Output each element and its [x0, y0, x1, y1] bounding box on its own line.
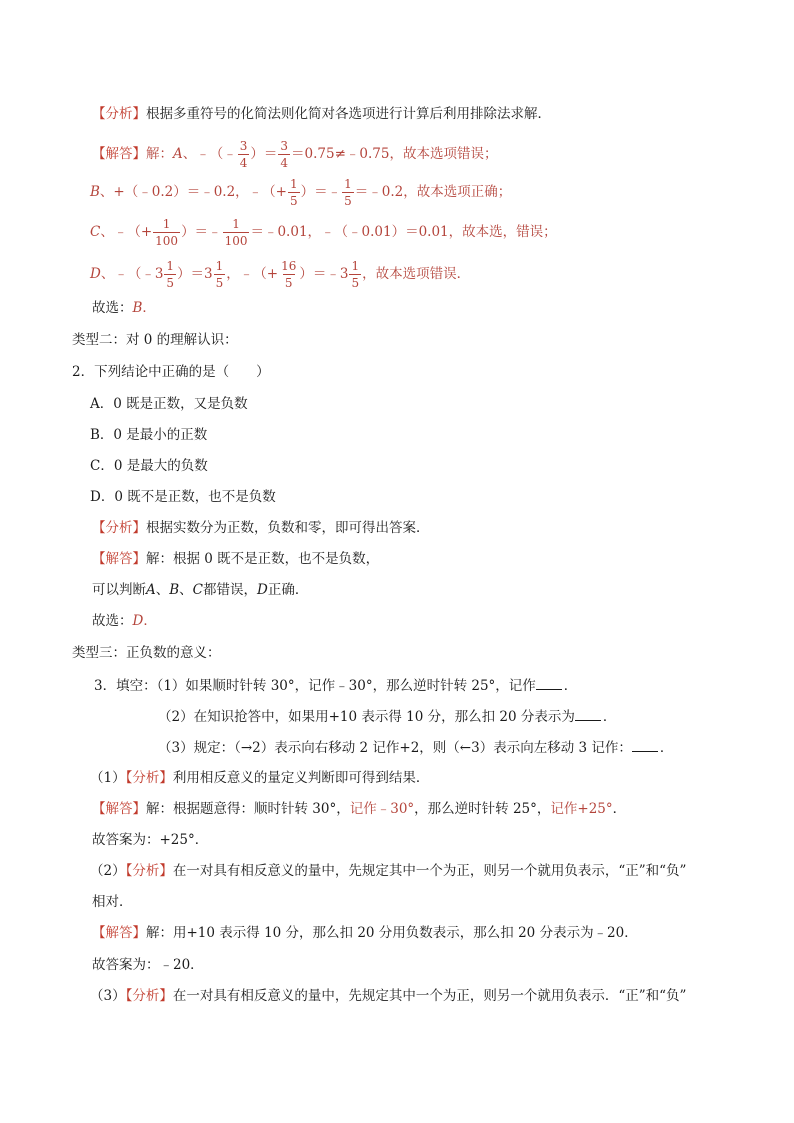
q1-answer-d: [90, 254, 470, 294]
answer-text: 解：根据题意得：顺时针转 30°，: [146, 801, 350, 817]
stem-end: ．: [602, 709, 617, 725]
choice-end: ．: [142, 300, 156, 316]
answer-text: 解：根据 0 既不是正数，也不是负数，: [146, 551, 380, 567]
math-text: ）＝﹣3: [299, 266, 349, 282]
math-text: ，﹣（+: [226, 266, 279, 282]
q3-stem-1: [94, 675, 577, 696]
fraction: [288, 178, 300, 207]
stem-text: （2）在知识抢答中，如果用+10 表示得 10 分，那么扣 20 分表示为: [158, 709, 575, 725]
numerator: 1: [215, 258, 224, 273]
answer-highlight: 记作﹣30°: [349, 801, 415, 817]
option-letter-d: D: [90, 266, 101, 282]
q2-option-d: D．0 既不是正数，也不是负数: [90, 489, 276, 505]
answer-blank: [632, 737, 658, 752]
q2-option-b: B．0 是最小的正数: [90, 427, 208, 443]
analysis-text: 在一对具有相反意义的量中，先规定其中一个为正，则另一个就用负表示，“正”和“负”: [172, 863, 687, 879]
q1-analysis: [92, 104, 551, 124]
math-text: ）＝3: [177, 266, 213, 282]
judge-prefix: 可以判断: [92, 582, 146, 598]
math-text: 、﹣（﹣3: [100, 266, 164, 282]
choice-value: D: [132, 613, 144, 629]
judge-letter-b: B: [169, 582, 180, 598]
math-text: 、﹣（﹣: [182, 146, 237, 162]
stem-end: ．: [659, 740, 674, 756]
judge-sep: 、: [155, 582, 170, 598]
numerator: 1: [344, 176, 352, 191]
q2-option-a: A．0 既是正数，又是负数: [90, 396, 248, 412]
numerator: 3: [280, 138, 289, 153]
numerator: 1: [162, 216, 171, 231]
answer-text: ，那么逆时针转 25°，: [414, 801, 551, 817]
answer-text: 解：用+10 表示得 10 分，那么扣 20 分用负数表示，那么扣 20 分表示为﹣20．: [146, 925, 638, 941]
fraction: [223, 218, 250, 247]
choice-label: 故选：: [92, 300, 133, 316]
denominator: 5: [289, 193, 298, 208]
part-number: （1）: [90, 770, 126, 786]
fraction: [278, 140, 290, 169]
answer-tag: 【解答】: [92, 146, 146, 162]
q1-answer-a: [92, 132, 497, 176]
fraction: [342, 178, 354, 207]
stem-text: 3．填空：（1）如果顺时针转 30°，记作﹣30°，那么逆时针转 25°，记作: [94, 678, 536, 694]
denominator: 100: [224, 233, 248, 248]
q3-p2-answer: [92, 923, 638, 943]
math-text: ）＝: [250, 146, 278, 162]
numerator: 1: [351, 258, 360, 273]
q3-p2-analysis: [90, 861, 686, 881]
section-title-type2: 类型二：对 0 的理解认识：: [72, 332, 238, 348]
analysis-tag: 【分析】: [125, 988, 173, 1004]
analysis-tag: 【分析】: [125, 863, 173, 879]
answer-lead: 解：: [146, 146, 173, 162]
answer-blank: [536, 675, 562, 690]
denominator: 5: [344, 193, 352, 208]
denominator: 5: [166, 275, 175, 290]
stem-end: ．: [563, 678, 578, 694]
fraction: [238, 140, 250, 169]
analysis-tag: 【分析】: [125, 770, 173, 786]
option-letter-b: B: [90, 184, 100, 200]
answer-tag: 【解答】: [92, 551, 146, 567]
numerator: 16: [281, 258, 297, 273]
q3-p2-result: 故答案为：﹣20．: [92, 957, 204, 973]
q2-option-c: C．0 是最大的负数: [90, 458, 208, 474]
q3-p3-analysis: [90, 986, 686, 1006]
analysis-tag: 【分析】: [92, 520, 146, 536]
part-number: （3）: [90, 988, 126, 1004]
math-text: ＝0.75≠﹣0.75，故本选项错误；: [291, 146, 498, 162]
math-text: ＝﹣0.2，故本选项正确；: [354, 184, 512, 200]
denominator: 5: [284, 275, 293, 290]
math-text: ，故本选项错误．: [362, 266, 471, 282]
numerator: 1: [166, 258, 175, 273]
denominator: 4: [239, 155, 248, 170]
q1-answer-b: [90, 172, 511, 212]
analysis-text: 利用相反意义的量定义判断即可得到结果．: [172, 770, 430, 786]
stem-text: （3）规定：（→2）表示向右移动 2 记作+2，则（←3）表示向左移动 3 记作：: [158, 740, 632, 756]
q3-p1-result: 故答案为：+25°．: [92, 832, 209, 848]
judge-mid: 都错误，: [203, 582, 258, 598]
q1-choice: [92, 298, 156, 318]
judge-letter-c: C: [192, 582, 204, 598]
q3-stem-2: [158, 706, 616, 727]
numerator: 1: [289, 176, 298, 191]
denominator: 5: [351, 275, 360, 290]
math-text: 、+（﹣0.2）＝﹣0.2，﹣（+: [99, 184, 287, 200]
fraction: [349, 260, 361, 289]
denominator: 5: [215, 275, 224, 290]
fraction: [279, 260, 298, 289]
q2-judgement: [92, 580, 308, 600]
numerator: 3: [239, 138, 248, 153]
judge-sep: 、: [179, 582, 193, 598]
q3-p1-analysis: [90, 768, 429, 788]
math-text: 、﹣（+: [100, 224, 153, 240]
answer-highlight: 记作+25°: [550, 801, 613, 817]
analysis-text: 根据多重符号的化简法则化简对各选项进行计算后利用排除法求解．: [146, 106, 551, 122]
denominator: 4: [280, 155, 289, 170]
analysis-text: 在一对具有相反意义的量中，先规定其中一个为正，则另一个就用负表示．“正”和“负”: [172, 988, 687, 1004]
fraction: [153, 218, 180, 247]
analysis-text: 根据实数分为正数，负数和零，即可得出答案．: [146, 520, 430, 536]
q2-stem: 2．下列结论中正确的是（ ）: [72, 364, 270, 380]
judge-letter-a: A: [146, 582, 156, 598]
q3-p1-answer: [92, 799, 626, 819]
answer-tag: 【解答】: [92, 801, 146, 817]
answer-blank: [575, 706, 601, 721]
q3-p2-analysis-cont: 相对．: [92, 894, 133, 910]
option-letter-a: A: [173, 146, 183, 162]
q3-stem-3: [158, 737, 673, 758]
fraction: [214, 260, 226, 289]
judge-letter-d: D: [257, 582, 268, 598]
q2-answer: [92, 549, 379, 569]
q2-choice: [92, 611, 157, 631]
choice-label: 故选：: [92, 613, 133, 629]
part-number: （2）: [90, 863, 126, 879]
math-text: ＝﹣0.01，﹣（﹣0.01）＝0.01，故本选，错误；: [250, 224, 557, 240]
section-title-type3: 类型三：正负数的意义：: [72, 645, 221, 661]
q2-analysis: [92, 518, 430, 538]
judge-end: 正确．: [267, 582, 309, 598]
math-text: ）＝﹣: [181, 224, 222, 240]
choice-value: B: [132, 300, 143, 316]
fraction: [164, 260, 176, 289]
analysis-tag: 【分析】: [92, 106, 146, 122]
choice-end: ．: [143, 613, 157, 629]
denominator: 100: [155, 233, 179, 248]
numerator: 1: [232, 216, 240, 231]
option-letter-c: C: [90, 224, 101, 240]
math-text: ）＝﹣: [300, 184, 342, 200]
q1-answer-c: [90, 212, 557, 252]
answer-tag: 【解答】: [92, 925, 146, 941]
answer-end: ．: [612, 801, 627, 817]
